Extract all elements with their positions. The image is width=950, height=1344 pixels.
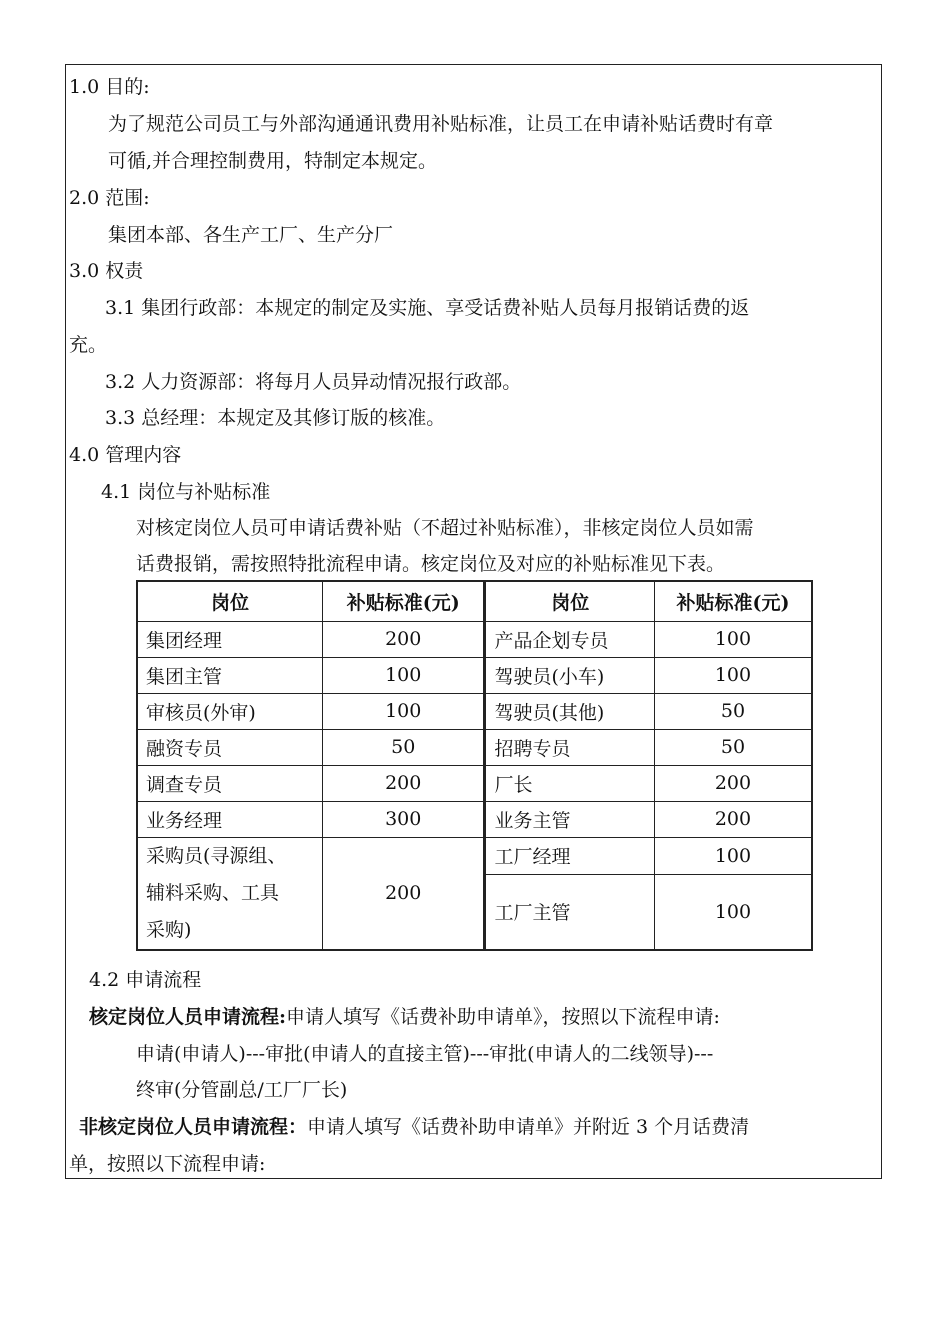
section-3-item: 充。 — [69, 334, 108, 356]
section-3-heading: 3.0 权责 — [69, 260, 144, 282]
flow-1-label: 核定岗位人员申请流程: — [89, 1006, 287, 1028]
subsidy-table — [136, 580, 813, 951]
section-4-heading: 4.0 管理内容 — [69, 444, 182, 466]
table-cell-line: 采购) — [146, 918, 192, 941]
table-header: 补贴标准(元) — [322, 581, 485, 621]
table-cell-line: 采购员(寻源组、 — [146, 844, 287, 867]
flow-2-label: 非核定岗位人员申请流程： — [79, 1116, 308, 1138]
table-cell: 100 — [322, 693, 485, 729]
table-cell: 300 — [322, 801, 485, 837]
flow-2-text: 单，按照以下流程申请: — [69, 1153, 266, 1175]
table-cell: 100 — [322, 657, 485, 693]
table-cell: 50 — [654, 693, 812, 729]
table-cell: 融资专员 — [137, 729, 322, 765]
table-cell: 100 — [654, 874, 812, 949]
section-1-text: 可循,并合理控制费用，特制定本规定。 — [108, 150, 438, 172]
table-header-row — [137, 581, 812, 621]
table-cell: 业务经理 — [137, 801, 322, 837]
flow-2-line — [79, 1115, 749, 1139]
section-4-text: 话费报销，需按照特批流程申请。核定岗位及对应的补贴标准见下表。 — [136, 553, 726, 575]
flow-1-line — [89, 1005, 720, 1029]
table-header: 岗位 — [137, 581, 322, 621]
table-cell: 200 — [322, 765, 485, 801]
table-cell: 调查专员 — [137, 765, 322, 801]
table-row — [137, 729, 812, 765]
table-cell: 200 — [322, 837, 485, 950]
table-cell — [137, 837, 322, 950]
section-4-subheading: 4.1 岗位与补贴标准 — [101, 481, 271, 503]
section-4-subheading: 4.2 申请流程 — [89, 969, 202, 991]
table-row — [137, 801, 812, 837]
table-cell: 200 — [322, 621, 485, 657]
table-row — [137, 837, 812, 874]
table-row — [137, 693, 812, 729]
table-cell: 集团主管 — [137, 657, 322, 693]
section-3-item: 3.2 人力资源部：将每月人员异动情况报行政部。 — [105, 371, 522, 393]
table-row — [137, 657, 812, 693]
table-header: 岗位 — [485, 581, 654, 621]
table-cell: 50 — [654, 729, 812, 765]
table-cell-line: 辅料采购、工具 — [146, 881, 280, 904]
table-cell: 200 — [654, 801, 812, 837]
section-2-heading: 2.0 范围: — [69, 187, 150, 209]
table-cell: 驾驶员(小车) — [485, 657, 654, 693]
section-1-text: 为了规范公司员工与外部沟通通讯费用补贴标准，让员工在申请补贴话费时有章 — [108, 113, 774, 135]
flow-1-step: 终审(分管副总/工厂厂长) — [136, 1079, 348, 1101]
table-cell: 50 — [322, 729, 485, 765]
flow-1-text: 申请人填写《话费补助申请单》，按照以下流程申请: — [286, 1006, 720, 1028]
table-cell: 产品企划专员 — [485, 621, 654, 657]
table-cell: 工厂经理 — [485, 837, 654, 874]
table-cell: 100 — [654, 657, 812, 693]
flow-1-step: 申请(申请人)---审批(申请人的直接主管)---审批(申请人的二线领导)--- — [136, 1043, 714, 1065]
section-4-text: 对核定岗位人员可申请话费补贴（不超过补贴标准），非核定岗位人员如需 — [136, 517, 754, 539]
flow-2-text: 申请人填写《话费补助申请单》并附近 3 个月话费清 — [307, 1116, 750, 1138]
table-cell: 200 — [654, 765, 812, 801]
table-row — [137, 765, 812, 801]
section-2-text: 集团本部、各生产工厂、生产分厂 — [108, 224, 394, 246]
table-cell: 业务主管 — [485, 801, 654, 837]
table-cell: 集团经理 — [137, 621, 322, 657]
table-cell: 100 — [654, 621, 812, 657]
table-cell: 100 — [654, 837, 812, 874]
section-3-item: 3.3 总经理：本规定及其修订版的核准。 — [105, 407, 446, 429]
table-cell: 招聘专员 — [485, 729, 654, 765]
table-cell: 审核员(外审) — [137, 693, 322, 729]
section-3-item: 3.1 集团行政部：本规定的制定及实施、享受话费补贴人员每月报销话费的返 — [105, 297, 750, 319]
table-cell: 工厂主管 — [485, 874, 654, 949]
section-1-heading: 1.0 目的: — [69, 76, 150, 98]
table-cell: 驾驶员(其他) — [485, 693, 654, 729]
table-header: 补贴标准(元) — [654, 581, 812, 621]
table-row — [137, 621, 812, 657]
table-cell: 厂长 — [485, 765, 654, 801]
